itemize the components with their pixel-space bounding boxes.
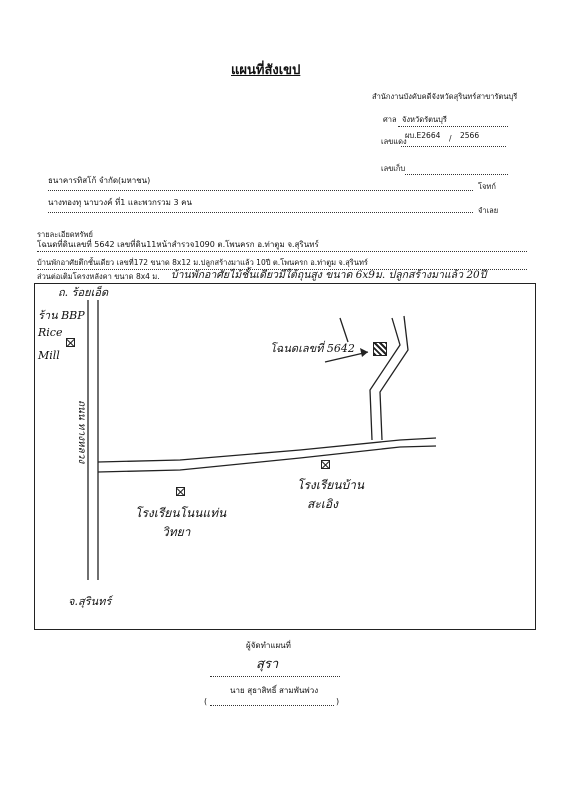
plot-pointer-stub [340, 318, 348, 342]
branch-road-right-edge [380, 316, 408, 440]
property-heading: รายละเอียดทรัพย์ [37, 230, 93, 239]
case-year: 2566 [460, 131, 480, 140]
court-label: ศาล [383, 115, 397, 124]
court-value: จังหวัดรัตนบุรี [402, 115, 447, 124]
case-year-separator: / [449, 134, 452, 143]
paren-open: ( [204, 697, 208, 706]
page-title: แผนที่สังเขป [231, 63, 301, 78]
school1-location-icon [176, 487, 185, 496]
branch-road-left-edge [370, 318, 400, 440]
maker-name: นาย สุธาสิทธิ์ สามพันพ่วง [230, 686, 319, 695]
signature-dotted-line [210, 676, 340, 677]
signature: สุรา [256, 657, 279, 672]
case-number-value: ผบ.E2664 [405, 131, 441, 140]
school2-name-line1: โรงเรียนบ้าน [297, 478, 365, 492]
map-maker-label: ผู้จัดทำแผนที่ [246, 641, 291, 650]
defendant-role: จำเลย [478, 206, 499, 215]
case-number-label: เลขแดง [381, 137, 407, 146]
paren-close: ) [336, 697, 340, 706]
side-road-top-edge [98, 438, 436, 462]
mill-location-icon [66, 338, 75, 347]
mill-label-line3: Mill [38, 349, 60, 362]
mill-label-line2: Rice [38, 326, 63, 339]
black-number-label: เลขเก็บ [381, 164, 406, 173]
school1-name-line2: วิทยา [162, 525, 191, 539]
property-deed: โฉนดที่ดินเลขที่ 5642 เลขที่ดิน11หน้าสำรวจ1090 ต.โพนครก อ.ท่าตูม จ.สุรินทร์ [37, 240, 319, 249]
plot-label: โฉนดเลขที่ 5642 [270, 342, 355, 355]
property-extension: ส่วนต่อเติมโครงหลังคา ขนาด 8x4 ม. [37, 272, 160, 281]
side-road-bottom-edge [98, 446, 436, 472]
top-road-label: ถ. ร้อยเอ็ด [58, 286, 109, 299]
bottom-road-label: จ.สุรินทร์ [68, 595, 112, 608]
handwritten-note: บ้านพักอาศัยไม้ชั้นเดียวมีใต้ถุนสูง ขนาด 6x9ม. ปลูกสร้างมาแล้ว 20ปี [171, 269, 487, 281]
property-house: บ้านพักอาศัยตึกชั้นเดียว เลขที่172 ขนาด 8x12 ม.ปลูกสร้างมาแล้ว 10ปี ต.โพนครก อ.ท่าตูม จ.สุรินทร์ [37, 258, 368, 267]
school2-name-line2: สะเอิง [307, 497, 338, 511]
name-dotted-line [210, 705, 334, 706]
main-road-label: ถนน ทางหลวง [76, 400, 87, 464]
defendant-name: นางทองทุ นาบวงค์ ที่1 และพวกรวม 3 คน [48, 198, 192, 207]
land-plot-marker [373, 342, 387, 356]
plot-arrow-head [360, 348, 368, 357]
plaintiff-name: ธนาคารทิสโก้ จำกัด(มหาชน) [48, 176, 151, 185]
plaintiff-role: โจทก์ [478, 182, 496, 191]
office-name: สำนักงานบังคับคดีจังหวัดสุรินทร์สาขารัตนบุรี [372, 92, 518, 101]
school2-location-icon [321, 460, 330, 469]
school1-name-line1: โรงเรียนโนนแท่น [135, 506, 227, 520]
mill-label-line1: ร้าน BBP [38, 309, 85, 322]
